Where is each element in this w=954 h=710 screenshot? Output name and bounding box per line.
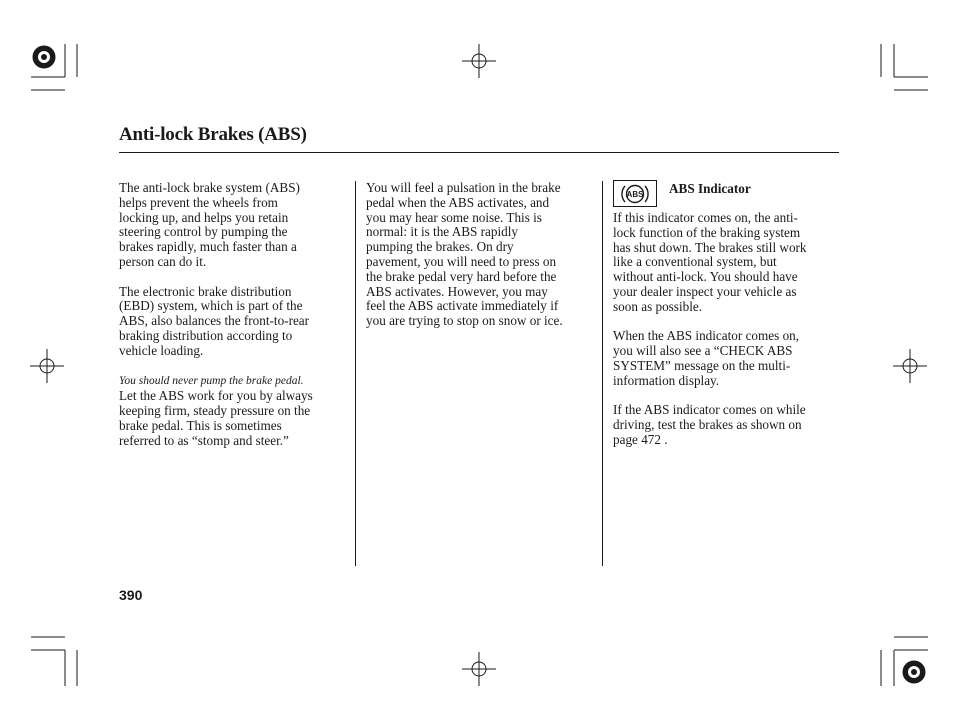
indicator-on-paragraph: If this indicator comes on, the anti- lock function of the braking system has shut down. The brakes still work like a conventional system, but without anti-lock. You should have your dealer inspect your vehicle as soon as possible. xyxy=(613,210,807,314)
abs-indicator-icon xyxy=(620,183,650,205)
column-divider-2 xyxy=(602,181,603,566)
page-title: Anti-lock Brakes (ABS) xyxy=(119,124,307,145)
abs-intro-paragraph: The anti-lock brake system (ABS) helps prevent the wheels from locking up, and helps you retain steering control by pumping the brakes rapidly, much faster than a person can do it. xyxy=(119,180,300,269)
registration-target-right xyxy=(893,349,927,383)
title-rule xyxy=(119,152,839,153)
column-1 xyxy=(119,181,347,463)
pulsation-paragraph: You will feel a pulsation in the brake pedal when the ABS activates, and you may hear some noise. This is normal: it is the ABS rapidly pumping the brakes. On dry pavement, you will need to press on the brake pedal very hard before the ABS activates. However, you may feel the ABS activate immediately if you are trying to stop on snow or ice. xyxy=(366,180,563,329)
check-abs-message-paragraph: When the ABS indicator comes on, you will also see a “CHECK ABS SYSTEM” message on the multi- information display. xyxy=(613,328,800,388)
column-divider-1 xyxy=(355,181,356,566)
stomp-steer-text: Let the ABS work for you by always keeping firm, steady pressure on the brake pedal. This is sometimes referred to as “stomp and steer.” xyxy=(119,388,313,448)
starburst-target-top-left xyxy=(33,46,55,68)
pump-warning-lead: You should never pump the brake pedal. xyxy=(119,375,304,388)
page-number: 390 xyxy=(119,587,143,603)
test-brakes-paragraph: If the ABS indicator comes on while driving, test the brakes as shown on page 472 . xyxy=(613,402,806,447)
starburst-target-bottom-right xyxy=(903,661,925,683)
ebd-paragraph: The electronic brake distribution (EBD) system, which is part of the ABS, also balances the front-to-rear braking distribution according to vehicle loading. xyxy=(119,283,310,358)
registration-target-top xyxy=(462,44,496,78)
column-3 xyxy=(613,211,841,463)
abs-icon-label: ABS xyxy=(626,189,644,199)
registration-target-bottom xyxy=(462,652,496,686)
abs-indicator-icon-box xyxy=(613,180,657,207)
column-2 xyxy=(366,181,594,344)
stomp-steer-paragraph xyxy=(119,373,347,448)
abs-indicator-heading: ABS Indicator xyxy=(669,181,751,196)
registration-target-left xyxy=(30,349,64,383)
